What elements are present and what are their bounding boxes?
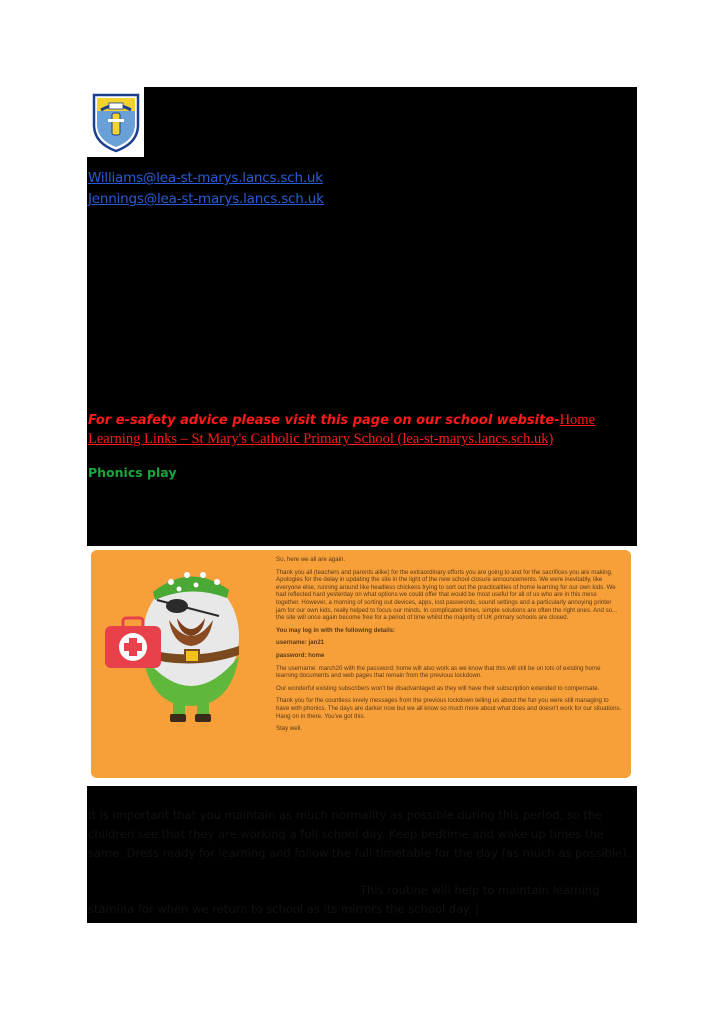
message-paragraph: Our wonderful existing subscribers won't be disadvantaged as they will have their subscription extended to compensate. [276, 684, 600, 692]
phonics-notice-card [91, 550, 631, 778]
pirate-first-aid-illustration [101, 556, 251, 736]
closing-routine-line: This routine will help to maintain learning [360, 883, 600, 897]
phonics-play-screenshot [87, 546, 637, 786]
phonics-message [276, 556, 622, 738]
crest-icon [91, 91, 141, 153]
school-crest-logo [87, 87, 144, 157]
message-signoff: Stay well. [276, 725, 303, 733]
closing-paragraph: It is important that you maintain as much normality as possible during this period, so the children see that they are working a full school day. Keep bedtime and wake up times the same. Dress ready for learning and follow the full timetable for the day (as much as possible). [88, 808, 631, 860]
esafety-notice [88, 411, 628, 449]
phonics-play-heading: Phonics play [88, 465, 177, 480]
esafety-lead-text: For e-safety advice please visit this page on our school website- [88, 413, 560, 428]
message-paragraph: The username: march20 with the password: home will also work as we know that this will still be on lots of existing home learning documents and web pages that remain from the previous lockdown. [276, 664, 601, 680]
login-username: username: jan21 [276, 639, 325, 647]
message-paragraph: Thank you all (teachers and parents alike) for the extraordinary efforts you are going to and for the sacrifices you are making. Apologies for the delay in updating the site in the light of the new school closure announcements. We were inevitably, like everyone else, running around like headless chickens trying to sort out the practicalities of home learning for our own kids. We had reflected hard yesterday on what options we could offer that would be most useful for all of us who are in this mess together. However, a morning of sorting out devices, apps, lost passwords, sound settings and a particularly annoying printer jam for our own kids, really helped to focus our minds. In complicated times, simple solutions are often the right ones. And so... the site will once again become free for a period of time whilst the majority of UK primary schools are closed. [276, 568, 618, 622]
email-link-williams[interactable]: Williams@lea-st-marys.lancs.sch.uk [88, 170, 323, 186]
closing-stamina-line: stamina for when we return to school as its mirrors the school day. J [88, 902, 479, 916]
login-password: password: home [276, 651, 325, 659]
email-link-jennings[interactable]: Jennings@lea-st-marys.lancs.sch.uk [88, 191, 324, 207]
document-page [87, 87, 637, 923]
message-paragraph: So, here we all are again. [276, 556, 346, 563]
home-learning-links-link[interactable]: Home Learning Links – St Mary's Catholic Primary School (lea-st-marys.lancs.sch.uk) [88, 412, 595, 447]
closing-note [88, 806, 633, 919]
message-paragraph: Thank you for the countless lovely messages from the previous lockdown telling us about the fun you were still managing to have with phonics. The days are darker now but we all know so much more about what does and doesn't work for our situations. Hang on in there. You've got this. [276, 697, 622, 720]
login-intro: You may log in with the following details: [276, 626, 396, 634]
